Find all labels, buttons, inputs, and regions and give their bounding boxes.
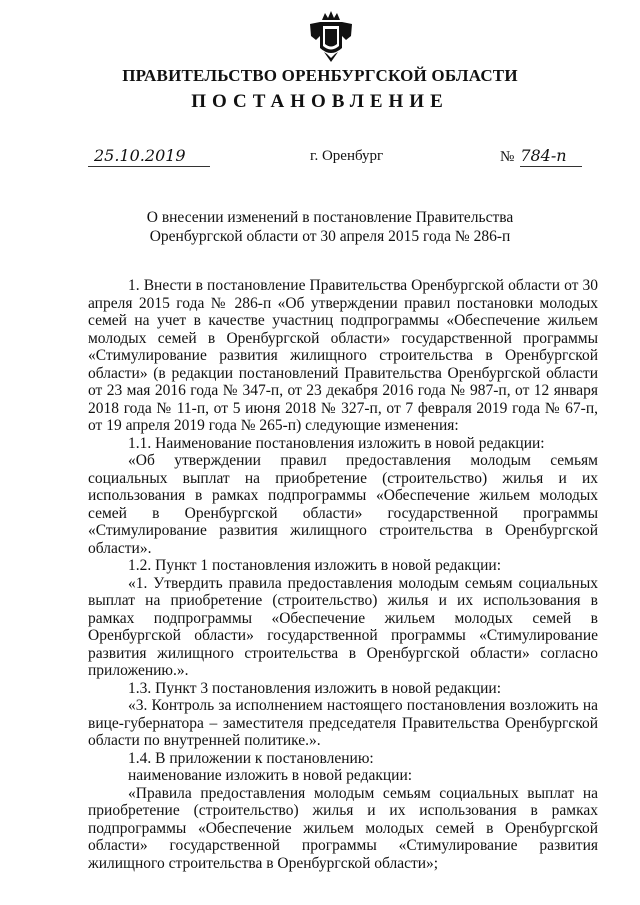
- coat-of-arms-icon: [308, 10, 354, 64]
- document-meta-row: [0, 146, 640, 170]
- document-date: 25.10.2019: [88, 146, 210, 167]
- number-label: №: [500, 149, 515, 165]
- paragraph: «3. Контроль за исполнением настоящего постановления возложить на вице-губернатора – заместителя председателя Правительства Оренбургской области по внутренней политике.».: [88, 697, 598, 749]
- organization-title: ПРАВИТЕЛЬСТВО ОРЕНБУРГСКОЙ ОБЛАСТИ: [122, 66, 518, 85]
- document-city: г. Оренбург: [310, 148, 384, 164]
- number-value: 784-п: [520, 146, 582, 167]
- paragraph: 1. Внести в постановление Правительства Оренбургской области от 30 апреля 2015 года № 286-п «Об утверждении правил постановки молодых семей на учет в качестве участниц подпрограммы «Обеспечение жильем молодых семей в Оренбургской области» государственной программы «Стимулирование развития жилищного строительства в Оренбургской области» (в редакции постановлений Правительства Оренбургской области от 23 мая 2016 года № 347-п, от 23 декабря 2016 года № 987-п, от 12 января 2018 года № 11-п, от 5 июня 2018 № 327-п, от 7 февраля 2019 года № 67-п, от 19 апреля 2019 года № 265-п) следующие изменения:: [88, 277, 598, 434]
- document-body: [88, 277, 598, 872]
- document-type-title: ПОСТАНОВЛЕНИЕ: [191, 91, 449, 112]
- document-number: [500, 146, 582, 167]
- paragraph: 1.1. Наименование постановления изложить в новой редакции:: [128, 434, 545, 452]
- paragraph: 1.3. Пункт 3 постановления изложить в новой редакции:: [128, 679, 502, 697]
- paragraph: «Правила предоставления молодым семьям социальных выплат на приобретение (строительство) жилья и их использования в рамках подпрограммы «Обеспечение жильем молодых семей в Оренбургской области» государственной программы «Стимулирование развития жилищного строительства в Оренбургской области»;: [88, 784, 598, 872]
- paragraph: 1.2. Пункт 1 постановления изложить в новой редакции:: [128, 557, 502, 574]
- subject-line: О внесении изменений в постановление Правительства: [146, 209, 514, 226]
- document-subject: [120, 208, 540, 246]
- paragraph: 1.4. В приложении к постановлению:: [128, 749, 374, 767]
- subject-line: Оренбургской области от 30 апреля 2015 года № 286-п: [149, 228, 511, 245]
- paragraph: наименование изложить в новой редакции:: [128, 767, 413, 784]
- paragraph: «Об утверждении правил предоставления молодым семьям социальных выплат на приобретение (строительство) жилья и их использования в рамках подпрограммы «Обеспечение жильем молодых семей в Оренбургской области» государственной программы «Стимулирование развития жилищного строительства в Оренбургской области».: [88, 452, 598, 557]
- paragraph: «1. Утвердить правила предоставления молодым семьям социальных выплат на приобретение (строительство) жилья и их использования в рамках подпрограммы «Обеспечение жильем молодых семей в Оренбургской области» государственной программы «Стимулирование развития жилищного строительства в Оренбургской области» согласно приложению.».: [88, 574, 598, 679]
